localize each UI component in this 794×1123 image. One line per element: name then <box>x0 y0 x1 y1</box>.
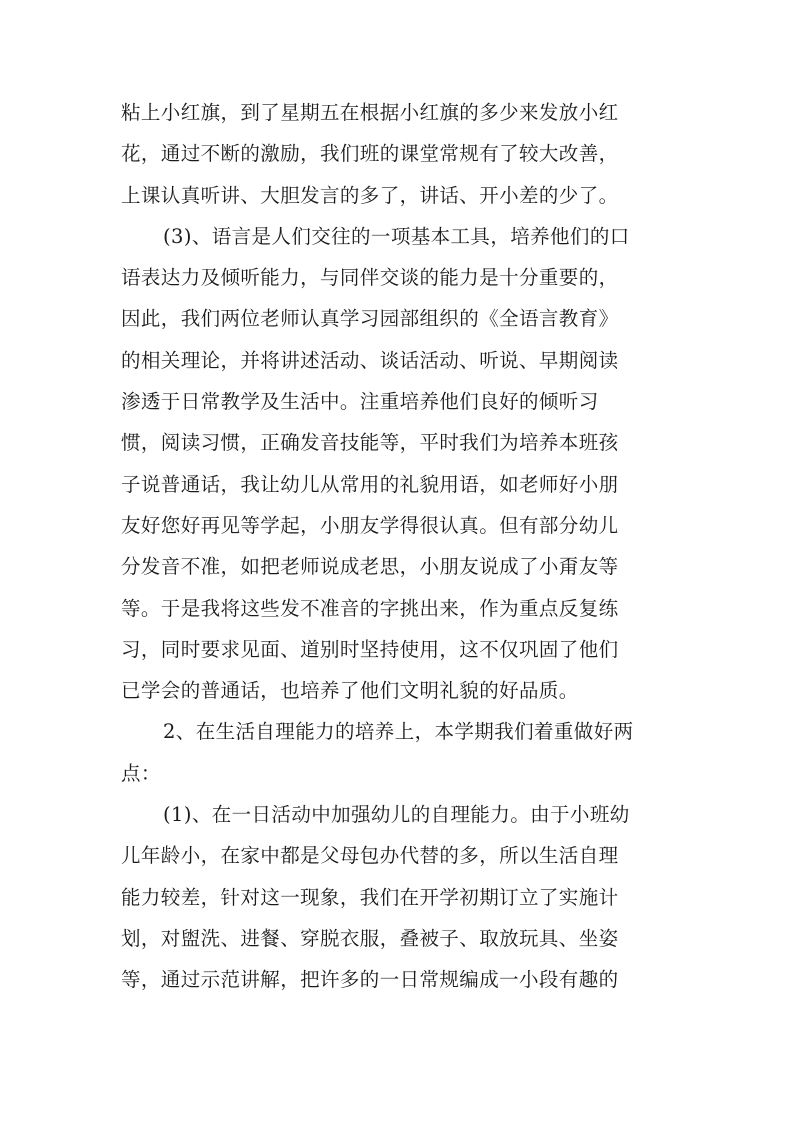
text-line: 粘上小红旗，到了星期五在根据小红旗的多少来发放小红 <box>121 101 619 124</box>
text-line: 的相关理论，并将讲述活动、谈话活动、听说、早期阅读 <box>121 348 619 372</box>
paragraph-first-line: (3)、语言是人们交往的一项基本工具，培养他们的口 <box>163 224 630 248</box>
paragraph-first-line: (1)、在一日活动中加强幼儿的自理能力。由于小班幼 <box>163 803 630 827</box>
text-line: 子说普通话，我让幼儿从常用的礼貌用语，如老师好小朋 <box>121 472 619 496</box>
text-line: 分发音不准，如把老师说成老思，小朋友说成了小甭友等 <box>121 555 619 579</box>
text-line: 能力较差，针对这一现象，我们在开学初期订立了实施计 <box>121 885 619 909</box>
text-line: 等。于是我将这些发不准音的字挑出来，作为重点反复练 <box>121 596 619 620</box>
paragraph-first-line: 2、在生活自理能力的培养上，本学期我们着重做好两 <box>163 720 634 744</box>
text-line: 花，通过不断的激励，我们班的课堂常规有了较大改善， <box>121 142 619 166</box>
text-line: 儿年龄小，在家中都是父母包办代替的多，所以生活自理 <box>121 844 619 868</box>
text-line: 划，对盥洗、进餐、穿脱衣服，叠被子、取放玩具、坐姿 <box>121 926 619 950</box>
text-line: 语表达力及倾听能力，与同伴交谈的能力是十分重要的， <box>121 266 619 290</box>
text-line: 已学会的普通话，也培养了他们文明礼貌的好品质。 <box>121 679 579 703</box>
text-line: 上课认真听讲、大胆发言的多了，讲话、开小差的少了。 <box>121 183 619 207</box>
text-line: 渗透于日常教学及生活中。注重培养他们良好的倾听习 <box>121 390 599 414</box>
text-line: 因此，我们两位老师认真学习园部组织的《全语言教育》 <box>121 307 619 331</box>
text-line: 等，通过示范讲解，把许多的一日常规编成一小段有趣的 <box>121 968 619 992</box>
text-line: 点： <box>121 761 161 785</box>
text-line: 惯，阅读习惯，正确发音技能等，平时我们为培养本班孩 <box>121 431 619 455</box>
text-line: 友好您好再见等学起，小朋友学得很认真。但有部分幼儿 <box>121 513 619 537</box>
text-line: 习，同时要求见面、道别时坚持使用，这不仅巩固了他们 <box>121 637 619 661</box>
document-body <box>121 92 677 1001</box>
